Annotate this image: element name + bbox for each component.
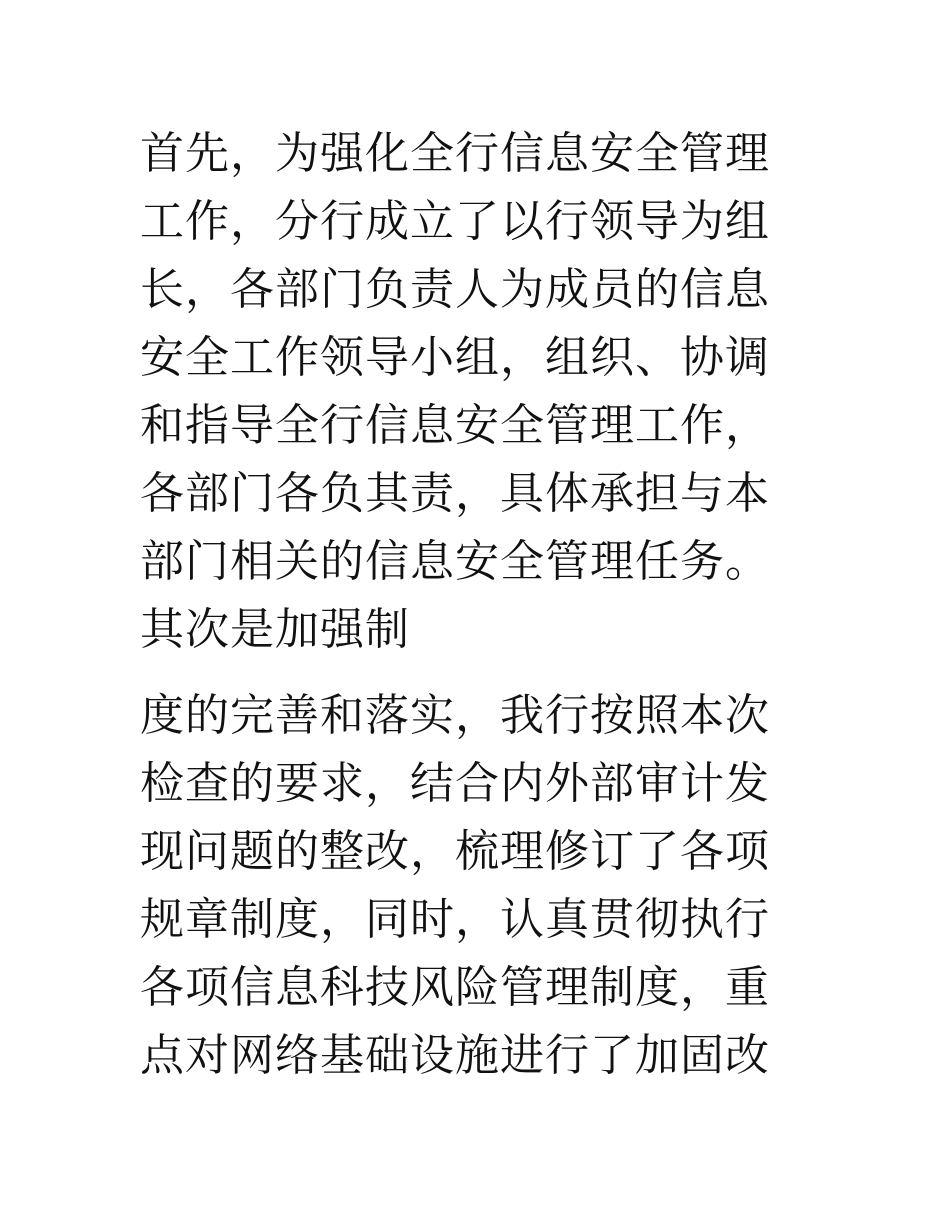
text-line: 首先，为强化全行信息安全管理 — [140, 128, 770, 179]
text-line: 各部门各负其责，具体承担与本 — [140, 468, 770, 519]
text-line: 长，各部门负责人为成员的信息 — [140, 264, 770, 315]
text-line: 部门相关的信息安全管理任务。 — [140, 536, 770, 587]
text-line: 其次是加强制 — [140, 604, 410, 655]
text-line: 度的完善和落实，我行按照本次 — [140, 690, 770, 741]
text-line: 各项信息科技风险管理制度，重 — [140, 962, 770, 1013]
text-line: 工作，分行成立了以行领导为组 — [140, 196, 770, 247]
paragraph-2 — [140, 682, 780, 1090]
paragraph-1 — [140, 120, 780, 664]
text-line: 点对网络基础设施进行了加固改 — [140, 1030, 770, 1081]
text-line: 和指导全行信息安全管理工作， — [140, 400, 770, 451]
text-line: 规章制度，同时，认真贯彻执行 — [140, 894, 770, 945]
text-line: 现问题的整改，梳理修订了各项 — [140, 826, 770, 877]
text-line: 检查的要求，结合内外部审计发 — [140, 758, 770, 809]
text-line: 安全工作领导小组，组织、协调 — [140, 332, 770, 383]
